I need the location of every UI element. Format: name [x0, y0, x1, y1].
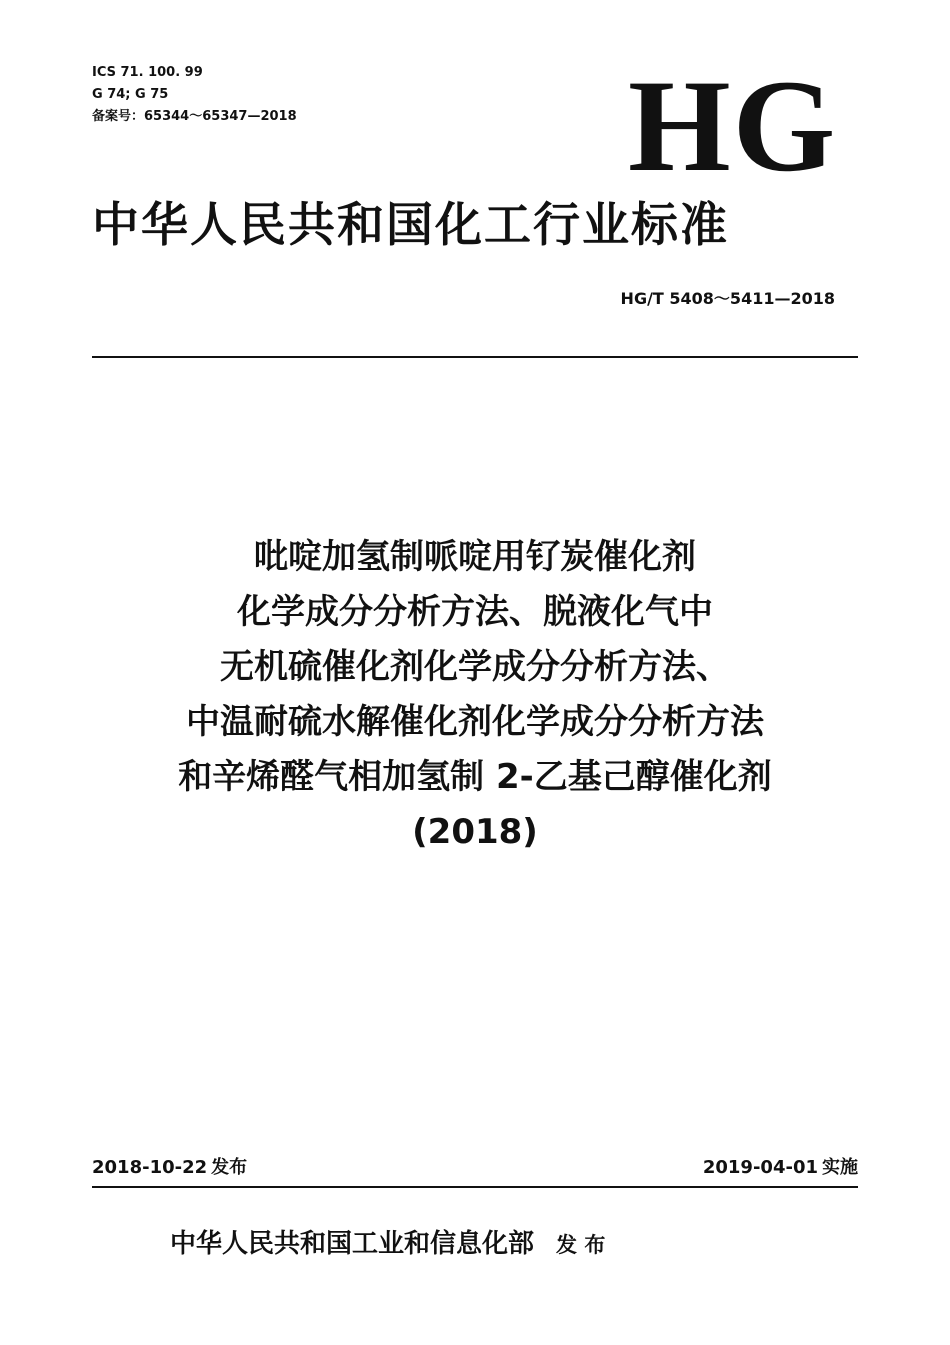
standard-type-heading: 中华人民共和国化工行业标准	[92, 198, 729, 253]
filing-number: 备案号：65344～65347—2018	[92, 109, 297, 124]
title-line: 中温耐硫水解催化剂化学成分分析方法	[186, 702, 764, 742]
title-line: 无机硫催化剂化学成分分析方法、	[220, 647, 730, 687]
release-label: 发布	[211, 1157, 248, 1178]
release-date: 2018-10-22	[92, 1157, 208, 1178]
standard-code: HG/T 5408～5411—2018	[620, 289, 835, 308]
ics-number: ICS 71. 100. 99	[92, 65, 203, 80]
publisher-label: 发 布	[556, 1233, 606, 1257]
classification-block	[92, 62, 297, 128]
title-line: (2018)	[412, 812, 538, 852]
title-line: 和辛烯醛气相加氢制 2-乙基己醇催化剂	[178, 757, 772, 797]
title-line: 吡啶加氢制哌啶用钌炭催化剂	[254, 537, 696, 577]
ccs-number: G 74; G 75	[92, 87, 169, 102]
top-divider	[92, 356, 858, 358]
implement-date-block	[703, 1156, 858, 1180]
implement-label: 实施	[822, 1157, 858, 1178]
release-date-block	[92, 1156, 247, 1180]
bottom-divider	[92, 1186, 858, 1188]
title-line: 化学成分分析方法、脱液化气中	[237, 592, 713, 632]
publisher-name: 中华人民共和国工业和信息化部	[170, 1229, 535, 1259]
hg-logo: HG	[628, 52, 838, 199]
document-title	[60, 530, 890, 860]
publisher-block	[170, 1226, 605, 1263]
implement-date: 2019-04-01	[702, 1157, 818, 1178]
